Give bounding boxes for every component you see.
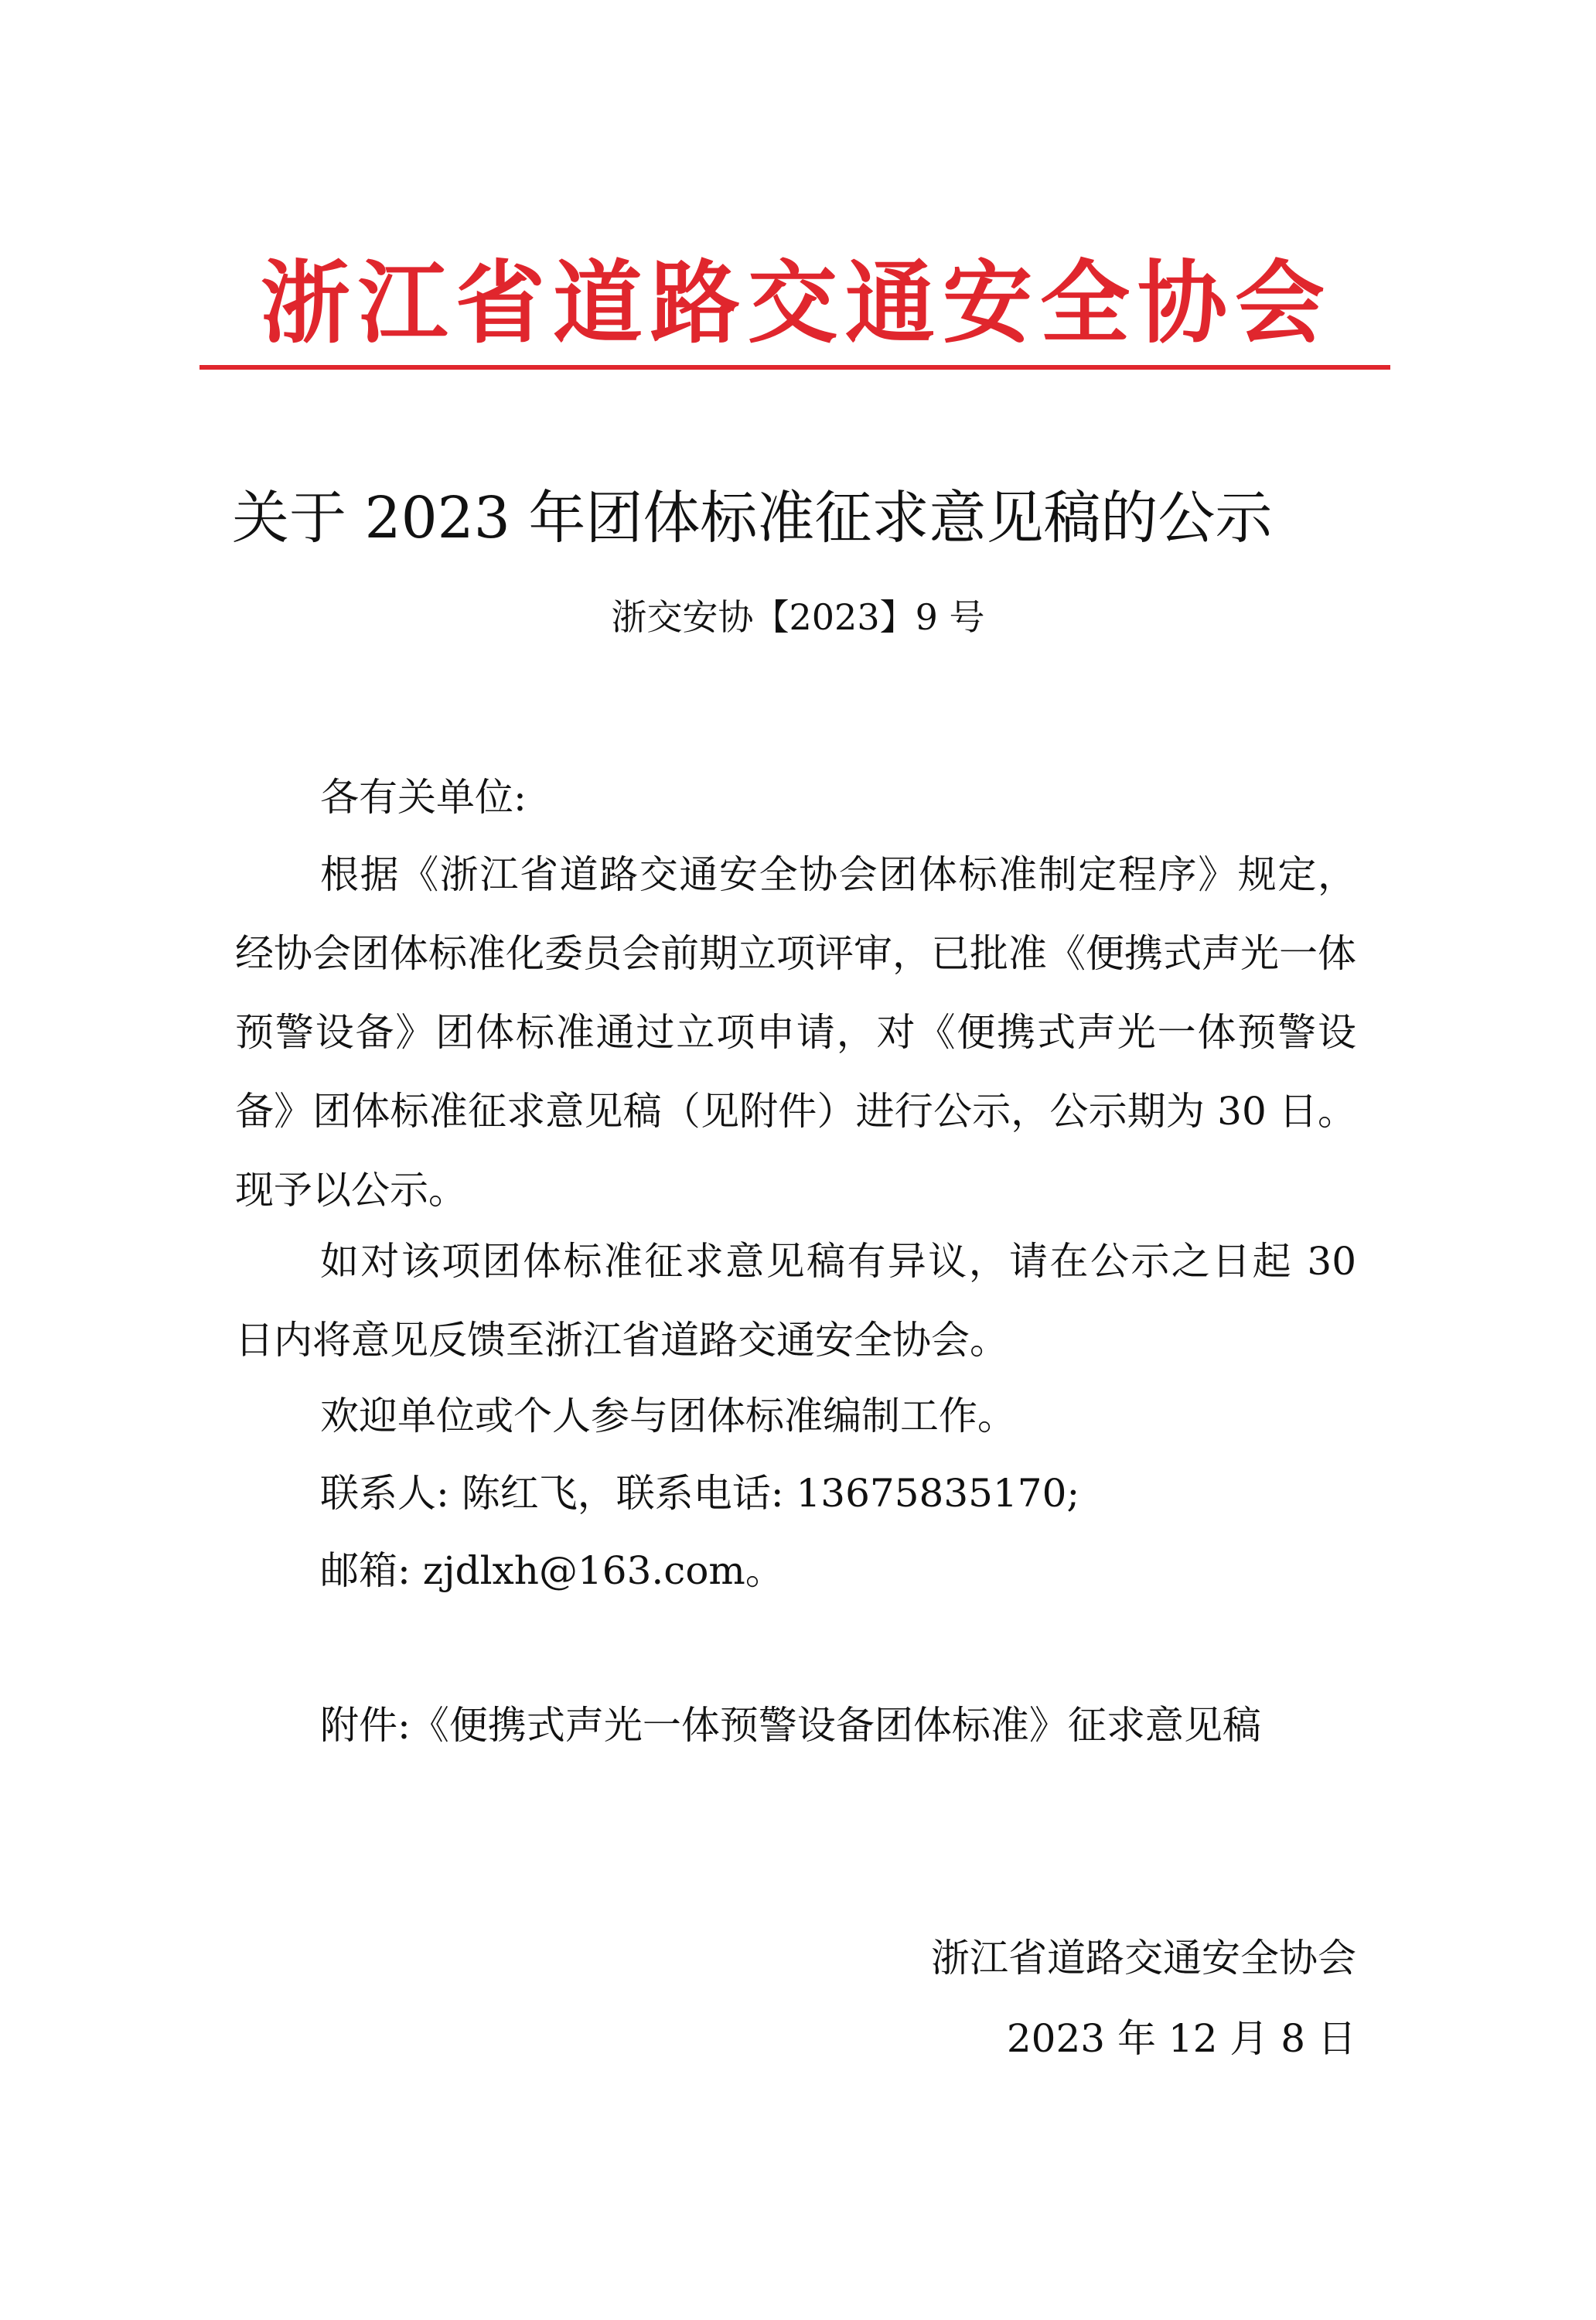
attachment-line: 附件:《便携式声光一体预警设备团体标准》征求意见稿 [320, 1703, 1261, 1748]
organization-header: 浙江省道路交通安全协会 [261, 251, 1332, 356]
email-line: 邮箱: zjdlxh@163.com。 [320, 1548, 784, 1593]
document-number: 浙交安协【2023】9 号 [611, 596, 985, 638]
signature-block [931, 1918, 1356, 2079]
signature-organization: 浙江省道路交通安全协会 [931, 1936, 1356, 1981]
salutation: 各有关单位: [320, 775, 527, 820]
body-paragraph-2: 如对该项团体标准征求意见稿有异议，请在公示之日起 30 日内将意见反馈至浙江省道路交通安全协会。 [235, 1239, 1356, 1363]
body-paragraph-1: 根据《浙江省道路交通安全协会团体标准制定程序》规定，经协会团体标准化委员会前期立项评审，已批准《便携式声光一体预警设备》团体标准通过立项申请，对《便携式声光一体预警设备》团体标准征求意见稿（见附件）进行公示，公示期为 30 日。现予以公示。 [235, 852, 1356, 1213]
header-divider [200, 365, 1390, 370]
signature-date: 2023 年 12 月 8 日 [1006, 2016, 1356, 2061]
welcome-line: 欢迎单位或个人参与团体标准编制工作。 [320, 1394, 1016, 1438]
contact-line: 联系人: 陈红飞，联系电话: 13675835170; [320, 1471, 1080, 1516]
document-title: 关于 2023 年团体标准征求意见稿的公示 [232, 485, 1273, 551]
